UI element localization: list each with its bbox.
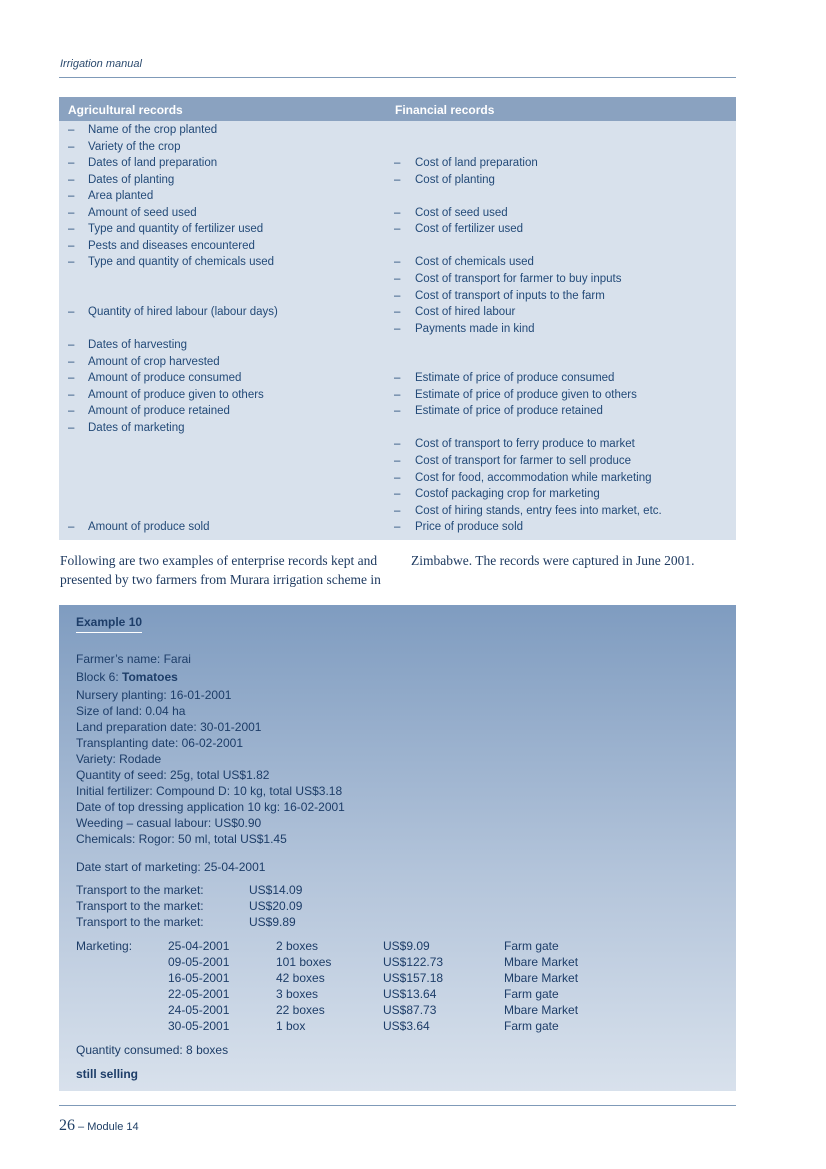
list-item [389, 174, 736, 190]
intro-paragraph-left: Following are two examples of enterprise records kept and presented by two farmers from Murara irrigation scheme in [60, 553, 381, 587]
dash-bullet: – [68, 372, 75, 385]
list-item [59, 356, 389, 372]
header-rule [59, 77, 736, 78]
list-item-text: Cost of seed used [415, 206, 508, 219]
dash-bullet: – [68, 388, 75, 401]
list-item [59, 422, 389, 438]
marketing-amount: US$122.73 [383, 955, 444, 969]
list-item [389, 323, 736, 339]
block-prefix: Block 6: [76, 670, 123, 684]
marketing-amount: US$87.73 [383, 1003, 437, 1017]
list-item-text: Amount of produce retained [88, 405, 230, 418]
dash-bullet: – [394, 504, 401, 517]
list-item-text: Amount of produce consumed [88, 372, 242, 385]
detail-line: Nursery planting: 16-01-2001 [76, 688, 232, 702]
marketing-date: 22-05-2001 [168, 987, 230, 1001]
module-label: – Module 14 [75, 1121, 139, 1133]
marketing-date: 09-05-2001 [168, 955, 230, 969]
list-item [389, 273, 736, 289]
list-item [389, 472, 736, 488]
list-item [389, 157, 736, 173]
list-item-text: Cost of transport for farmer to buy inputs [415, 272, 622, 285]
dash-bullet: – [68, 256, 75, 269]
list-item [389, 290, 736, 306]
dash-bullet: – [394, 206, 401, 219]
list-item-text: Payments made in kind [415, 322, 535, 335]
detail-line: Land preparation date: 30-01-2001 [76, 720, 262, 734]
list-item [389, 207, 736, 223]
dash-bullet: – [394, 173, 401, 186]
transport-label: Transport to the market: [76, 883, 204, 897]
dash-bullet: – [68, 239, 75, 252]
list-item-text: Amount of seed used [88, 206, 197, 219]
marketing-qty: 22 boxes [276, 1003, 325, 1017]
dash-bullet: – [68, 206, 75, 219]
list-item-text: Cost of planting [415, 173, 495, 186]
list-item [59, 306, 389, 322]
dash-bullet: – [394, 289, 401, 302]
quantity-consumed: Quantity consumed: 8 boxes [76, 1043, 229, 1057]
list-item [59, 190, 389, 206]
detail-line: Date of top dressing application 10 kg: 16-02-2001 [76, 800, 345, 814]
dash-bullet: – [394, 388, 401, 401]
list-item-text: Cost of chemicals used [415, 256, 534, 269]
dash-bullet: – [394, 306, 401, 319]
marketing-start: Date start of marketing: 25-04-2001 [76, 860, 266, 874]
marketing-date: 16-05-2001 [168, 971, 230, 985]
list-item-text: Cost of fertilizer used [415, 223, 524, 236]
dash-bullet: – [394, 438, 401, 451]
intro-paragraph-right: Zimbabwe. The records were captured in June 2001. [411, 553, 695, 568]
list-item [59, 223, 389, 239]
marketing-place: Farm gate [504, 1019, 559, 1033]
dash-bullet: – [394, 455, 401, 467]
marketing-qty: 1 box [276, 1019, 306, 1033]
list-item [389, 389, 736, 405]
marketing-date: 24-05-2001 [168, 1003, 230, 1017]
list-item-text: Pests and diseases encountered [88, 239, 255, 252]
list-item-text: Dates of planting [88, 173, 175, 186]
list-item [389, 372, 736, 388]
list-item [59, 141, 389, 157]
marketing-place: Mbare Market [504, 955, 579, 969]
detail-line: Variety: Rodade [76, 752, 162, 766]
records-table [59, 97, 736, 540]
list-item [389, 405, 736, 421]
dash-bullet: – [68, 521, 75, 534]
list-item [389, 223, 736, 239]
dash-bullet: – [394, 471, 401, 484]
list-item [389, 488, 736, 504]
marketing-place: Farm gate [504, 987, 559, 1001]
dash-bullet: – [394, 157, 401, 170]
list-item-text: Variety of the crop [88, 140, 181, 153]
detail-line: Size of land: 0.04 ha [76, 704, 186, 718]
running-header: Irrigation manual [60, 58, 142, 70]
list-item [59, 389, 389, 405]
list-item-text: Amount of produce given to others [88, 388, 264, 401]
list-item [59, 372, 389, 388]
records-table-header [59, 97, 736, 121]
detail-line: Transplanting date: 06-02-2001 [76, 736, 244, 750]
list-item-text: Cost of land preparation [415, 157, 538, 170]
list-item-text: Cost of transport of inputs to the farm [415, 289, 605, 302]
list-item [59, 339, 389, 355]
list-item-text: Cost for food, accommodation while marketing [415, 471, 652, 484]
page-number: 26 [59, 1117, 75, 1134]
dash-bullet: – [68, 339, 75, 352]
transport-amount: US$20.09 [249, 899, 303, 913]
list-item-text: Cost of transport to ferry produce to market [415, 438, 635, 451]
dash-bullet: – [68, 157, 75, 170]
transport-label: Transport to the market: [76, 899, 204, 913]
dash-bullet: – [68, 124, 75, 136]
detail-line: Weeding – casual labour: US$0.90 [76, 816, 262, 830]
list-item [59, 256, 389, 272]
detail-line: Chemicals: Rogor: 50 ml, total US$1.45 [76, 832, 287, 846]
marketing-amount: US$157.18 [383, 971, 444, 985]
list-item-text: Estimate of price of produce given to others [415, 388, 637, 401]
list-item-text: Dates of land preparation [88, 157, 218, 170]
list-item-text: Quantity of hired labour (labour days) [88, 306, 278, 319]
list-item [389, 455, 736, 471]
list-item [59, 521, 389, 537]
page-footer [59, 1117, 139, 1135]
dash-bullet: – [394, 322, 401, 335]
list-item-text: Area planted [88, 190, 154, 203]
dash-bullet: – [68, 223, 75, 236]
list-item [389, 256, 736, 272]
list-item [59, 124, 389, 140]
marketing-label: Marketing: [76, 939, 133, 953]
list-item-text: Type and quantity of fertilizer used [88, 223, 264, 236]
marketing-qty: 42 boxes [276, 971, 325, 985]
dash-bullet: – [68, 421, 75, 434]
marketing-amount: US$13.64 [383, 987, 437, 1001]
list-item-text: Estimate of price of produce consumed [415, 372, 615, 385]
block-line [76, 670, 178, 684]
marketing-qty: 101 boxes [276, 955, 332, 969]
dash-bullet: – [394, 521, 401, 534]
marketing-amount: US$3.64 [383, 1019, 430, 1033]
dash-bullet: – [394, 272, 401, 285]
marketing-place: Mbare Market [504, 971, 579, 985]
farmer-name: Farmer’s name: Farai [76, 652, 191, 666]
example-title: Example 10 [76, 615, 142, 633]
list-item-text: Estimate of price of produce retained [415, 405, 603, 418]
list-item-text: Cost of hiring stands, entry fees into market, etc. [415, 504, 662, 517]
list-item [59, 157, 389, 173]
marketing-qty: 2 boxes [276, 939, 319, 953]
dash-bullet: – [394, 223, 401, 236]
block-crop: Tomatoes [122, 670, 178, 684]
list-item-text: Price of produce sold [415, 521, 524, 534]
marketing-date: 25-04-2001 [168, 939, 230, 953]
dash-bullet: – [68, 173, 75, 186]
marketing-place: Mbare Market [504, 1003, 579, 1017]
list-item-text: Dates of marketing [88, 421, 185, 434]
transport-amount: US$14.09 [249, 883, 303, 897]
marketing-amount: US$9.09 [383, 939, 430, 953]
dash-bullet: – [394, 372, 401, 385]
list-item [59, 174, 389, 190]
list-item [59, 405, 389, 421]
list-item [389, 306, 736, 322]
list-item [389, 505, 736, 521]
footer-rule [59, 1105, 736, 1106]
list-item-text: Cost of transport for farmer to sell produce [415, 455, 632, 467]
financial-records-heading: Financial records [395, 103, 495, 117]
marketing-date: 30-05-2001 [168, 1019, 230, 1033]
list-item-text: Costof packaging crop for marketing [415, 488, 600, 501]
list-item-text: Amount of crop harvested [88, 355, 220, 368]
dash-bullet: – [68, 140, 75, 153]
list-item-text: Type and quantity of chemicals used [88, 256, 275, 269]
detail-line: Quantity of seed: 25g, total US$1.82 [76, 768, 270, 782]
list-item [389, 521, 736, 537]
dash-bullet: – [394, 488, 401, 501]
list-item [59, 207, 389, 223]
transport-label: Transport to the market: [76, 915, 204, 929]
example-box [59, 605, 736, 1091]
list-item [59, 240, 389, 256]
dash-bullet: – [68, 355, 75, 368]
list-item [389, 438, 736, 454]
detail-line: Initial fertilizer: Compound D: 10 kg, total US$3.18 [76, 784, 343, 798]
list-item-text: Amount of produce sold [88, 521, 210, 534]
list-item-text: Dates of harvesting [88, 339, 188, 352]
marketing-place: Farm gate [504, 939, 559, 953]
dash-bullet: – [68, 190, 75, 203]
dash-bullet: – [394, 256, 401, 269]
dash-bullet: – [68, 306, 75, 319]
selling-status: still selling [76, 1067, 139, 1081]
dash-bullet: – [394, 405, 401, 418]
dash-bullet: – [68, 405, 75, 418]
transport-amount: US$9.89 [249, 915, 296, 929]
marketing-qty: 3 boxes [276, 987, 319, 1001]
list-item-text: Cost of hired labour [415, 306, 516, 319]
list-item-text: Name of the crop planted [88, 124, 218, 136]
agricultural-records-heading: Agricultural records [68, 103, 183, 117]
